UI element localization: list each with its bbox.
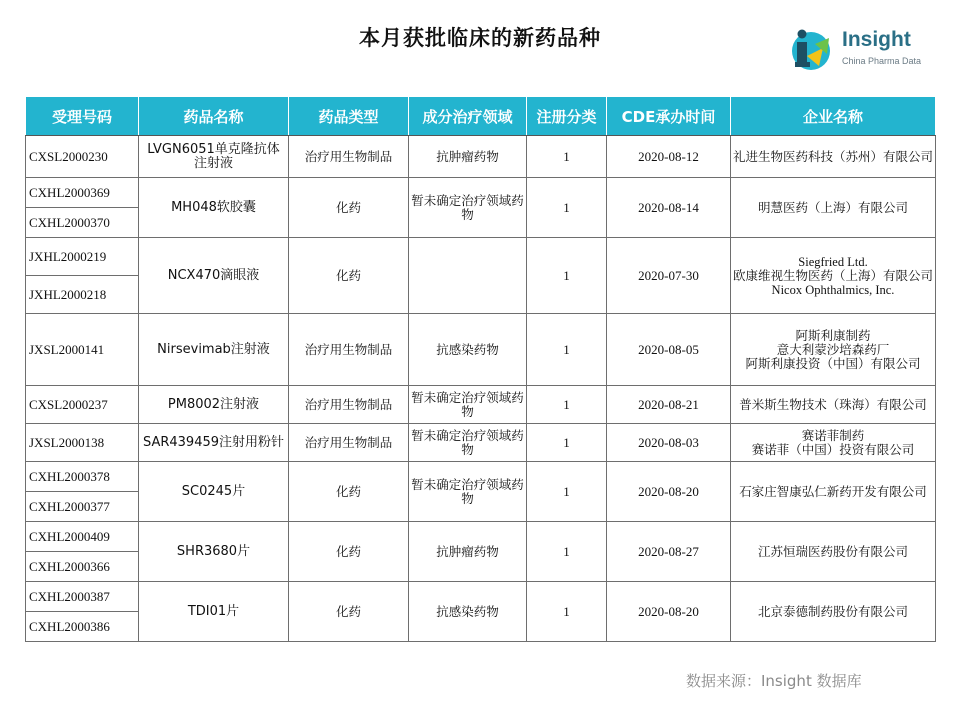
registration-class: 1 (527, 178, 607, 238)
data-source-note: 数据来源：Insight 数据库 (686, 672, 862, 690)
header-row (26, 97, 936, 136)
drug-type: 化药 (289, 522, 409, 582)
acceptance-number: CXHL2000370 (26, 208, 139, 238)
registration-class: 1 (527, 136, 607, 178)
acceptance-number: CXHL2000378 (26, 462, 139, 492)
company-line: 礼进生物医药科技（苏州）有限公司 (733, 148, 934, 164)
insight-logo-icon (787, 26, 835, 72)
drug-type: 化药 (289, 462, 409, 522)
acceptance-number: JXSL2000141 (26, 314, 139, 386)
company-line: 普米斯生物技术（珠海）有限公司 (739, 396, 927, 412)
drug-name: SAR439459注射用粉针 (139, 424, 289, 462)
company-name (731, 238, 936, 314)
brand-logo (787, 26, 937, 72)
company-line: Siegfried Ltd. (798, 254, 868, 269)
drug-type: 化药 (289, 238, 409, 314)
company-name (731, 178, 936, 238)
company-name (731, 522, 936, 582)
table-row (26, 136, 936, 178)
therapeutic-area: 抗感染药物 (409, 314, 527, 386)
cde-date: 2020-08-27 (607, 522, 731, 582)
cde-date: 2020-08-20 (607, 582, 731, 642)
cde-date: 2020-08-12 (607, 136, 731, 178)
logo-wordmark: Insight (842, 28, 911, 51)
acceptance-number: CXHL2000369 (26, 178, 139, 208)
drug-name: TDI01片 (139, 582, 289, 642)
drug-name: NCX470滴眼液 (139, 238, 289, 314)
acceptance-number: JXSL2000138 (26, 424, 139, 462)
company-line: 阿斯利康制药 (795, 327, 871, 343)
column-header: 受理号码 (26, 97, 139, 136)
acceptance-number: CXHL2000386 (26, 612, 139, 642)
drug-type: 化药 (289, 178, 409, 238)
company-line: 江苏恒瑞医药股份有限公司 (757, 543, 908, 559)
registration-class: 1 (527, 462, 607, 522)
therapeutic-area: 暂未确定治疗领域药物 (409, 424, 527, 462)
column-header: 企业名称 (731, 97, 936, 136)
logo-tagline: China Pharma Data (842, 56, 922, 66)
drug-name: PM8002注射液 (139, 386, 289, 424)
table-row (26, 238, 936, 276)
cde-date: 2020-07-30 (607, 238, 731, 314)
drug-type: 治疗用生物制品 (289, 314, 409, 386)
therapeutic-area: 暂未确定治疗领域药物 (409, 386, 527, 424)
registration-class: 1 (527, 522, 607, 582)
company-name (731, 314, 936, 386)
column-header: CDE承办时间 (607, 97, 731, 136)
acceptance-number: CXHL2000387 (26, 582, 139, 612)
drug-name: LVGN6051单克隆抗体注射液 (139, 136, 289, 178)
acceptance-number: JXHL2000219 (26, 238, 139, 276)
company-line: 意大利蒙沙培森药厂 (776, 341, 890, 357)
table-row (26, 462, 936, 492)
drug-type: 化药 (289, 582, 409, 642)
company-line: 石家庄智康弘仁新药开发有限公司 (739, 483, 927, 499)
page-title: 本月获批临床的新药品种 (359, 26, 601, 50)
registration-class: 1 (527, 582, 607, 642)
cde-date: 2020-08-14 (607, 178, 731, 238)
therapeutic-area: 暂未确定治疗领域药物 (409, 178, 527, 238)
company-line: 赛诺菲制药 (801, 427, 865, 443)
therapeutic-area: 抗肿瘤药物 (409, 136, 527, 178)
company-line: 阿斯利康投资（中国）有限公司 (745, 355, 921, 371)
table-body (26, 136, 936, 642)
company-name (731, 462, 936, 522)
table-row (26, 424, 936, 462)
drug-name: SC0245片 (139, 462, 289, 522)
company-line: 明慧医药（上海）有限公司 (757, 199, 908, 215)
registration-class: 1 (527, 424, 607, 462)
therapeutic-area: 抗感染药物 (409, 582, 527, 642)
column-header: 注册分类 (527, 97, 607, 136)
drug-type: 治疗用生物制品 (289, 136, 409, 178)
table-row (26, 582, 936, 612)
company-name (731, 386, 936, 424)
cde-date: 2020-08-03 (607, 424, 731, 462)
company-line: 北京泰德制药股份有限公司 (757, 603, 908, 619)
drug-name: Nirsevimab注射液 (139, 314, 289, 386)
cde-date: 2020-08-21 (607, 386, 731, 424)
cde-date: 2020-08-05 (607, 314, 731, 386)
table-header (26, 97, 936, 136)
registration-class: 1 (527, 238, 607, 314)
drug-type: 治疗用生物制品 (289, 424, 409, 462)
column-header: 成分治疗领域 (409, 97, 527, 136)
company-name (731, 424, 936, 462)
acceptance-number: CXHL2000377 (26, 492, 139, 522)
table-row (26, 178, 936, 208)
company-name (731, 136, 936, 178)
therapeutic-area: 暂未确定治疗领域药物 (409, 462, 527, 522)
acceptance-number: CXSL2000230 (26, 136, 139, 178)
acceptance-number: JXHL2000218 (26, 276, 139, 314)
acceptance-number: CXHL2000409 (26, 522, 139, 552)
table-row (26, 386, 936, 424)
company-line: 欧康维视生物医药（上海）有限公司 (733, 267, 934, 283)
drug-name: MH048软胶囊 (139, 178, 289, 238)
acceptance-number: CXSL2000237 (26, 386, 139, 424)
company-line: 赛诺菲（中国）投资有限公司 (751, 441, 915, 457)
column-header: 药品名称 (139, 97, 289, 136)
therapeutic-area: 抗肿瘤药物 (409, 522, 527, 582)
registration-class: 1 (527, 386, 607, 424)
cde-date: 2020-08-20 (607, 462, 731, 522)
approval-table (25, 96, 936, 642)
therapeutic-area (409, 238, 527, 314)
acceptance-number: CXHL2000366 (26, 552, 139, 582)
column-header: 药品类型 (289, 97, 409, 136)
drug-name: SHR3680片 (139, 522, 289, 582)
company-name (731, 582, 936, 642)
table-row (26, 314, 936, 386)
company-line: Nicox Ophthalmics, Inc. (771, 282, 895, 297)
table-row (26, 522, 936, 552)
registration-class: 1 (527, 314, 607, 386)
drug-type: 治疗用生物制品 (289, 386, 409, 424)
